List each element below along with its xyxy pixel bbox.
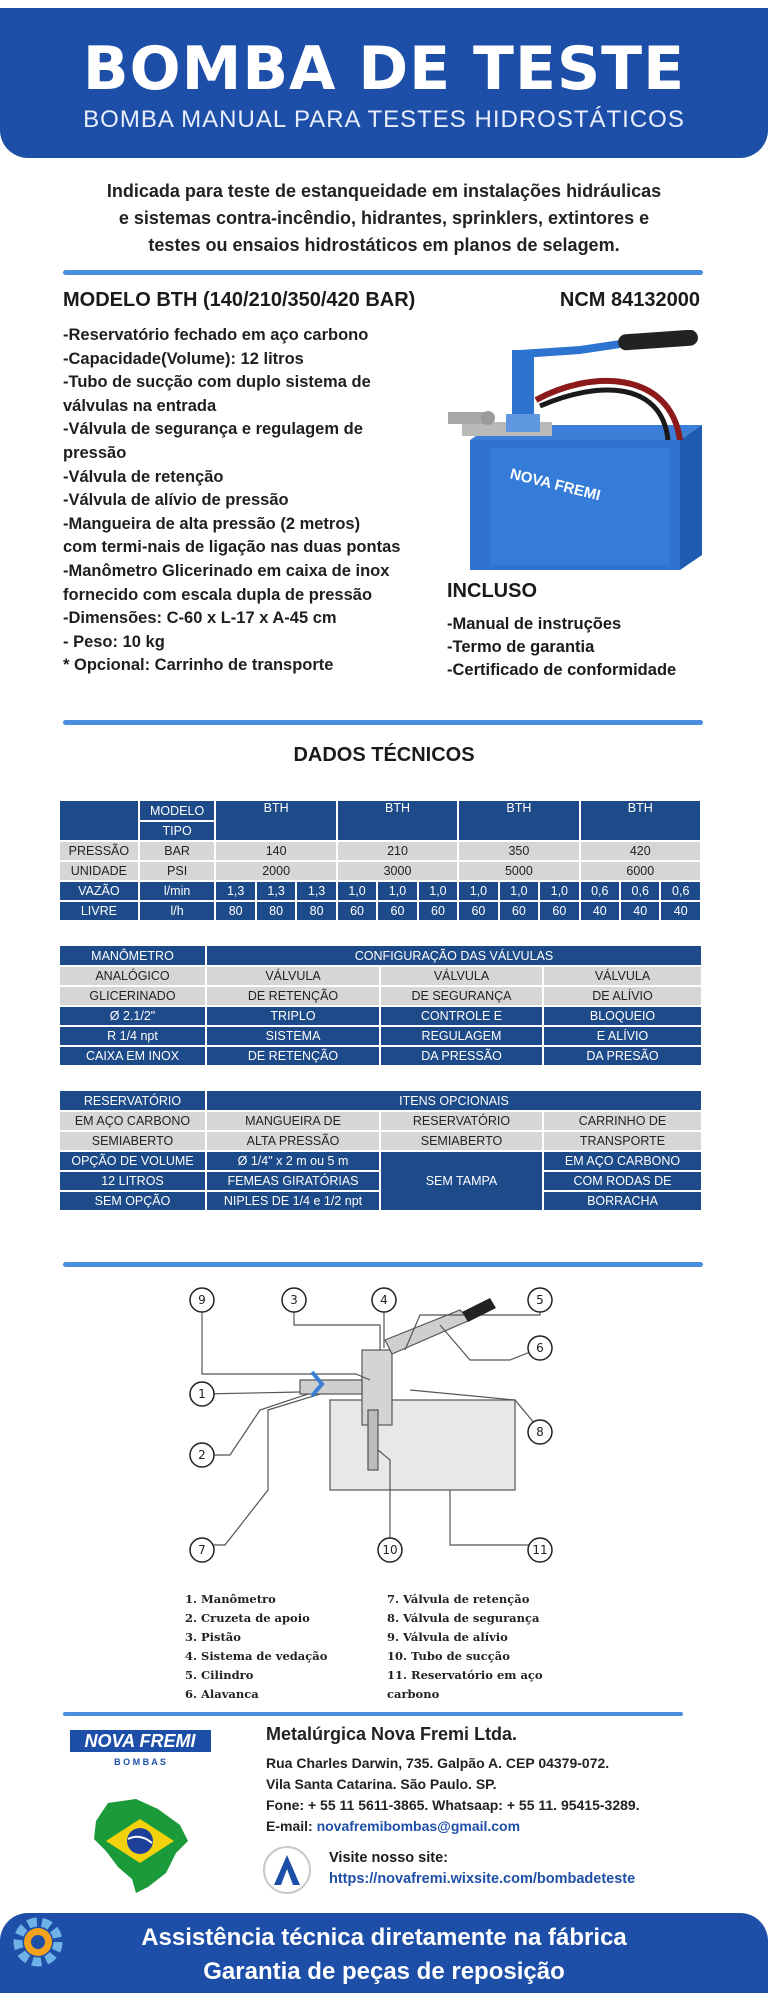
table-cell bbox=[60, 801, 139, 841]
tech-table-valves bbox=[60, 946, 703, 1067]
included-item: -Certificado de conformidade bbox=[447, 661, 677, 679]
table-cell: EM AÇO CARBONO bbox=[543, 1151, 702, 1171]
table-cell: 0,6 bbox=[620, 881, 660, 901]
diagram-lever bbox=[385, 1310, 470, 1354]
leader-line bbox=[202, 1394, 320, 1545]
company-phones: Fone: + 55 11 5611-3865. Whatsaap: + 55 11. 95415-3289. bbox=[266, 1797, 640, 1813]
feature-item: pressão bbox=[63, 443, 127, 462]
callout-4 bbox=[372, 1288, 396, 1312]
callout-3 bbox=[282, 1288, 306, 1312]
callout-2 bbox=[190, 1443, 214, 1467]
table-cell: 60 bbox=[499, 901, 539, 921]
callout-7 bbox=[190, 1538, 214, 1562]
divider bbox=[63, 1262, 703, 1267]
table-cell: l/min bbox=[139, 881, 216, 901]
table-cell: 60 bbox=[458, 901, 498, 921]
svg-text:9: 9 bbox=[198, 1293, 206, 1307]
feature-item: -Tubo de sucção com duplo sistema de bbox=[63, 373, 371, 392]
feature-item: fornecido com escala dupla de pressão bbox=[63, 585, 373, 604]
website-link[interactable]: https://novafremi.wixsite.com/bombadeteste bbox=[329, 1871, 636, 1887]
legend-left bbox=[185, 1590, 327, 1704]
header-banner bbox=[0, 8, 768, 158]
feature-item: -Válvula de alívio de pressão bbox=[63, 491, 289, 510]
table-cell: SEM TAMPA bbox=[380, 1151, 543, 1211]
tech-table-options bbox=[60, 1091, 703, 1212]
feature-item: com termi-nais de ligação nas duas pontas bbox=[63, 538, 401, 557]
legend-item: 4. Sistema de vedação bbox=[185, 1649, 328, 1663]
included-item: -Manual de instruções bbox=[447, 615, 622, 633]
ncm-code: NCM 84132000 bbox=[559, 289, 700, 311]
logo-brand: NOVA FREMI bbox=[84, 1731, 196, 1751]
logo-sub: B O M B A S bbox=[114, 1757, 166, 1767]
table-cell: TRANSPORTE bbox=[543, 1131, 702, 1151]
svg-text:10: 10 bbox=[382, 1543, 398, 1557]
legend-item: 9. Válvula de alívio bbox=[387, 1630, 508, 1644]
table-cell: SEMIABERTO bbox=[380, 1131, 543, 1151]
callout-1 bbox=[190, 1382, 214, 1406]
svg-text:3: 3 bbox=[290, 1293, 298, 1307]
legend-item: 3. Pistão bbox=[185, 1630, 241, 1644]
table-cell: DE RETENÇÃO bbox=[206, 986, 380, 1006]
table-cell: 350 bbox=[458, 841, 579, 861]
table-cell: FEMEAS GIRATÓRIAS bbox=[206, 1171, 380, 1191]
legend-item: 11. Reservatório em aço bbox=[387, 1668, 543, 1682]
table-cell: COM RODAS DE bbox=[543, 1171, 702, 1191]
table-cell: 80 bbox=[296, 901, 336, 921]
gear-hub bbox=[31, 1935, 45, 1949]
table-cell: BTH bbox=[215, 801, 336, 841]
table-cell: 140 bbox=[215, 841, 336, 861]
table-cell: GLICERINADO bbox=[60, 986, 206, 1006]
pump-handle bbox=[618, 330, 699, 351]
callout-9 bbox=[190, 1288, 214, 1312]
intro-line: testes ou ensaios hidrostáticos em planos de selagem. bbox=[148, 235, 620, 255]
table-cell: 60 bbox=[377, 901, 417, 921]
table-cell: ALTA PRESSÃO bbox=[206, 1131, 380, 1151]
divider bbox=[63, 270, 703, 275]
table-cell: 60 bbox=[337, 901, 377, 921]
feature-item: -Reservatório fechado em aço carbono bbox=[63, 326, 369, 344]
table-cell: 1,0 bbox=[337, 881, 377, 901]
feature-item: -Capacidade(Volume): 12 litros bbox=[63, 349, 304, 368]
feature-item: válvulas na entrada bbox=[63, 396, 217, 415]
leader-line bbox=[440, 1325, 540, 1360]
email-link[interactable]: novafremibombas@gmail.com bbox=[316, 1818, 521, 1834]
table-cell: RESERVATÓRIO bbox=[380, 1111, 543, 1131]
table-cell: REGULAGEM bbox=[380, 1026, 543, 1046]
legend-item: carbono bbox=[387, 1687, 440, 1701]
table-cell: MANÔMETRO bbox=[60, 946, 206, 966]
svg-text:11: 11 bbox=[532, 1543, 548, 1557]
svg-text:7: 7 bbox=[198, 1543, 206, 1557]
table-cell: UNIDADE bbox=[60, 861, 139, 881]
pump-brand: NOVA FREMI bbox=[508, 465, 603, 505]
feature-item: -Mangueira de alta pressão (2 metros) bbox=[63, 514, 361, 533]
table-cell: Ø 1/4" x 2 m ou 5 m bbox=[206, 1151, 380, 1171]
table-cell: 1,0 bbox=[418, 881, 458, 901]
tech-table-models bbox=[60, 801, 702, 922]
table-cell: PRESSÃO bbox=[60, 841, 139, 861]
table-cell: PSI bbox=[139, 861, 216, 881]
legend-item: 5. Cilindro bbox=[185, 1668, 254, 1682]
table-cell: 80 bbox=[256, 901, 296, 921]
table-cell: CONFIGURAÇÃO DAS VÁLVULAS bbox=[206, 946, 702, 966]
table-cell: CONTROLE E bbox=[380, 1006, 543, 1026]
callout-6 bbox=[528, 1336, 552, 1360]
table-cell: 6000 bbox=[580, 861, 701, 881]
table-cell: BLOQUEIO bbox=[543, 1006, 702, 1026]
pump-box-side bbox=[680, 425, 702, 570]
footer-line-1: Assistência técnica diretamente na fábrica bbox=[141, 1924, 627, 1951]
model-title: MODELO BTH (140/210/350/420 BAR) bbox=[63, 289, 416, 311]
table-cell: NIPLES DE 1/4 e 1/2 npt bbox=[206, 1191, 380, 1211]
pump-illustration bbox=[440, 330, 710, 580]
table-cell: DE SEGURANÇA bbox=[380, 986, 543, 1006]
website-icon bbox=[262, 1845, 312, 1895]
website-block bbox=[329, 1848, 635, 1890]
pump-valve-block bbox=[506, 414, 540, 432]
company-info bbox=[266, 1724, 640, 1837]
table-cell: DE RETENÇÃO bbox=[206, 1046, 380, 1066]
table-cell: 40 bbox=[620, 901, 660, 921]
svg-text:4: 4 bbox=[380, 1293, 388, 1307]
feature-item: -Dimensões: C-60 x L-17 x A-45 cm bbox=[63, 609, 337, 628]
feature-list bbox=[63, 324, 453, 678]
table-cell: DE ALÍVIO bbox=[543, 986, 702, 1006]
callout-10 bbox=[378, 1538, 402, 1562]
table-cell: OPÇÃO DE VOLUME bbox=[60, 1151, 206, 1171]
footer-banner bbox=[0, 1913, 768, 1993]
intro-line: e sistemas contra-incêndio, hidrantes, sprinklers, extintores e bbox=[118, 208, 650, 228]
leader-line bbox=[450, 1490, 540, 1545]
table-cell: CAIXA EM INOX bbox=[60, 1046, 206, 1066]
page-title: BOMBA DE TESTE bbox=[82, 34, 686, 104]
divider bbox=[63, 1712, 683, 1716]
diagram-tank bbox=[330, 1400, 515, 1490]
tech-title: DADOS TÉCNICOS bbox=[293, 744, 475, 766]
table-cell: 40 bbox=[580, 901, 620, 921]
diagram-fitting bbox=[300, 1380, 362, 1394]
table-cell: E ALÍVIO bbox=[543, 1026, 702, 1046]
table-cell: BTH bbox=[458, 801, 579, 841]
table-cell: SEMIABERTO bbox=[60, 1131, 206, 1151]
table-cell: DA PRESSÃO bbox=[380, 1046, 543, 1066]
table-cell: 1,0 bbox=[539, 881, 579, 901]
company-name: Metalúrgica Nova Fremi Ltda. bbox=[266, 1724, 518, 1744]
leader-line bbox=[294, 1306, 380, 1350]
feature-item: -Válvula de retenção bbox=[63, 467, 224, 486]
legend-item: 2. Cruzeta de apoio bbox=[185, 1611, 310, 1625]
table-cell: EM AÇO CARBONO bbox=[60, 1111, 206, 1131]
diagram-handle bbox=[462, 1298, 496, 1322]
table-cell: Ø 2.1/2" bbox=[60, 1006, 206, 1026]
table-cell: BORRACHA bbox=[543, 1191, 702, 1211]
table-cell: 40 bbox=[660, 901, 701, 921]
table-cell: l/h bbox=[139, 901, 216, 921]
table-cell: 3000 bbox=[337, 861, 458, 881]
table-cell: 0,6 bbox=[580, 881, 620, 901]
email-label: E-mail: bbox=[266, 1818, 317, 1834]
table-cell: 1,0 bbox=[458, 881, 498, 901]
table-cell: DA PRESÃO bbox=[543, 1046, 702, 1066]
page-subtitle: BOMBA MANUAL PARA TESTES HIDROSTÁTICOS bbox=[83, 106, 685, 133]
legend-item: 7. Válvula de retenção bbox=[387, 1592, 530, 1606]
table-cell: ANALÓGICO bbox=[60, 966, 206, 986]
icon-ring bbox=[264, 1847, 310, 1893]
company-logo bbox=[68, 1724, 213, 1770]
gear-icon bbox=[6, 1910, 70, 1974]
company-address-2: Vila Santa Catarina. São Paulo. SP. bbox=[266, 1776, 497, 1792]
table-cell: ITENS OPCIONAIS bbox=[206, 1091, 702, 1111]
footer-line-2: Garantia de peças de reposição bbox=[203, 1958, 565, 1985]
table-cell: MANGUEIRA DE bbox=[206, 1111, 380, 1131]
table-cell: R 1/4 npt bbox=[60, 1026, 206, 1046]
svg-text:1: 1 bbox=[198, 1387, 206, 1401]
intro-text bbox=[50, 178, 718, 259]
included-title: INCLUSO bbox=[447, 580, 537, 602]
legend-right bbox=[387, 1590, 543, 1704]
table-cell: MODELO bbox=[139, 801, 216, 821]
table-cell: BAR bbox=[139, 841, 216, 861]
callout-11 bbox=[528, 1538, 552, 1562]
feature-item: -Manômetro Glicerinado em caixa de inox bbox=[63, 561, 390, 580]
table-cell: SISTEMA bbox=[206, 1026, 380, 1046]
table-cell: TIPO bbox=[139, 821, 216, 841]
feature-item: * Opcional: Carrinho de transporte bbox=[63, 656, 334, 675]
table-cell: 1,3 bbox=[296, 881, 336, 901]
table-cell: 2000 bbox=[215, 861, 336, 881]
legend-item: 1. Manômetro bbox=[185, 1592, 276, 1606]
table-cell: VÁLVULA bbox=[380, 966, 543, 986]
table-cell: 0,6 bbox=[660, 881, 701, 901]
table-cell: 1,0 bbox=[377, 881, 417, 901]
svg-text:5: 5 bbox=[536, 1293, 544, 1307]
pump-lever bbox=[520, 340, 620, 358]
table-cell: 60 bbox=[539, 901, 579, 921]
legend-item: 6. Alavanca bbox=[185, 1687, 259, 1701]
legend-item: 8. Válvula de segurança bbox=[387, 1611, 540, 1625]
table-cell: TRIPLO bbox=[206, 1006, 380, 1026]
company-email-line bbox=[266, 1816, 640, 1837]
pump-fitting-nut bbox=[481, 411, 495, 425]
table-cell: LIVRE bbox=[60, 901, 139, 921]
included-item: -Termo de garantia bbox=[447, 638, 595, 656]
table-cell: 60 bbox=[418, 901, 458, 921]
callout-8 bbox=[528, 1420, 552, 1444]
pump-diagram bbox=[180, 1280, 590, 1570]
feature-item: - Peso: 10 kg bbox=[63, 632, 165, 651]
feature-item: -Válvula de segurança e regulagem de bbox=[63, 420, 363, 439]
brazil-map-icon bbox=[88, 1795, 193, 1895]
table-cell: RESERVATÓRIO bbox=[60, 1091, 206, 1111]
company-address-1: Rua Charles Darwin, 735. Galpão A. CEP 04379-072. bbox=[266, 1755, 610, 1771]
svg-text:8: 8 bbox=[536, 1425, 544, 1439]
table-cell: VÁLVULA bbox=[206, 966, 380, 986]
table-cell: VÁLVULA bbox=[543, 966, 702, 986]
table-cell: 1,3 bbox=[215, 881, 255, 901]
table-cell: 5000 bbox=[458, 861, 579, 881]
included-list bbox=[447, 613, 676, 682]
table-cell: 12 LITROS bbox=[60, 1171, 206, 1191]
table-cell: BTH bbox=[337, 801, 458, 841]
divider bbox=[63, 720, 703, 725]
table-cell: CARRINHO DE bbox=[543, 1111, 702, 1131]
legend-item: 10. Tubo de sucção bbox=[387, 1649, 510, 1663]
leader-line bbox=[202, 1392, 300, 1394]
svg-text:6: 6 bbox=[536, 1341, 544, 1355]
table-cell: 80 bbox=[215, 901, 255, 921]
table-cell: 1,3 bbox=[256, 881, 296, 901]
table-cell: BTH bbox=[580, 801, 701, 841]
table-cell: 210 bbox=[337, 841, 458, 861]
intro-line: Indicada para teste de estanqueidade em instalações hidráulicas bbox=[106, 181, 662, 201]
diagram-suction-tube bbox=[368, 1410, 378, 1470]
table-cell: SEM OPÇÃO bbox=[60, 1191, 206, 1211]
svg-text:2: 2 bbox=[198, 1448, 206, 1462]
leader-line bbox=[202, 1304, 370, 1380]
website-label: Visite nosso site: bbox=[329, 1850, 448, 1866]
table-cell: VAZÃO bbox=[60, 881, 139, 901]
table-cell: 1,0 bbox=[499, 881, 539, 901]
table-cell: 420 bbox=[580, 841, 701, 861]
callout-5 bbox=[528, 1288, 552, 1312]
pump-box-panel bbox=[490, 448, 670, 565]
